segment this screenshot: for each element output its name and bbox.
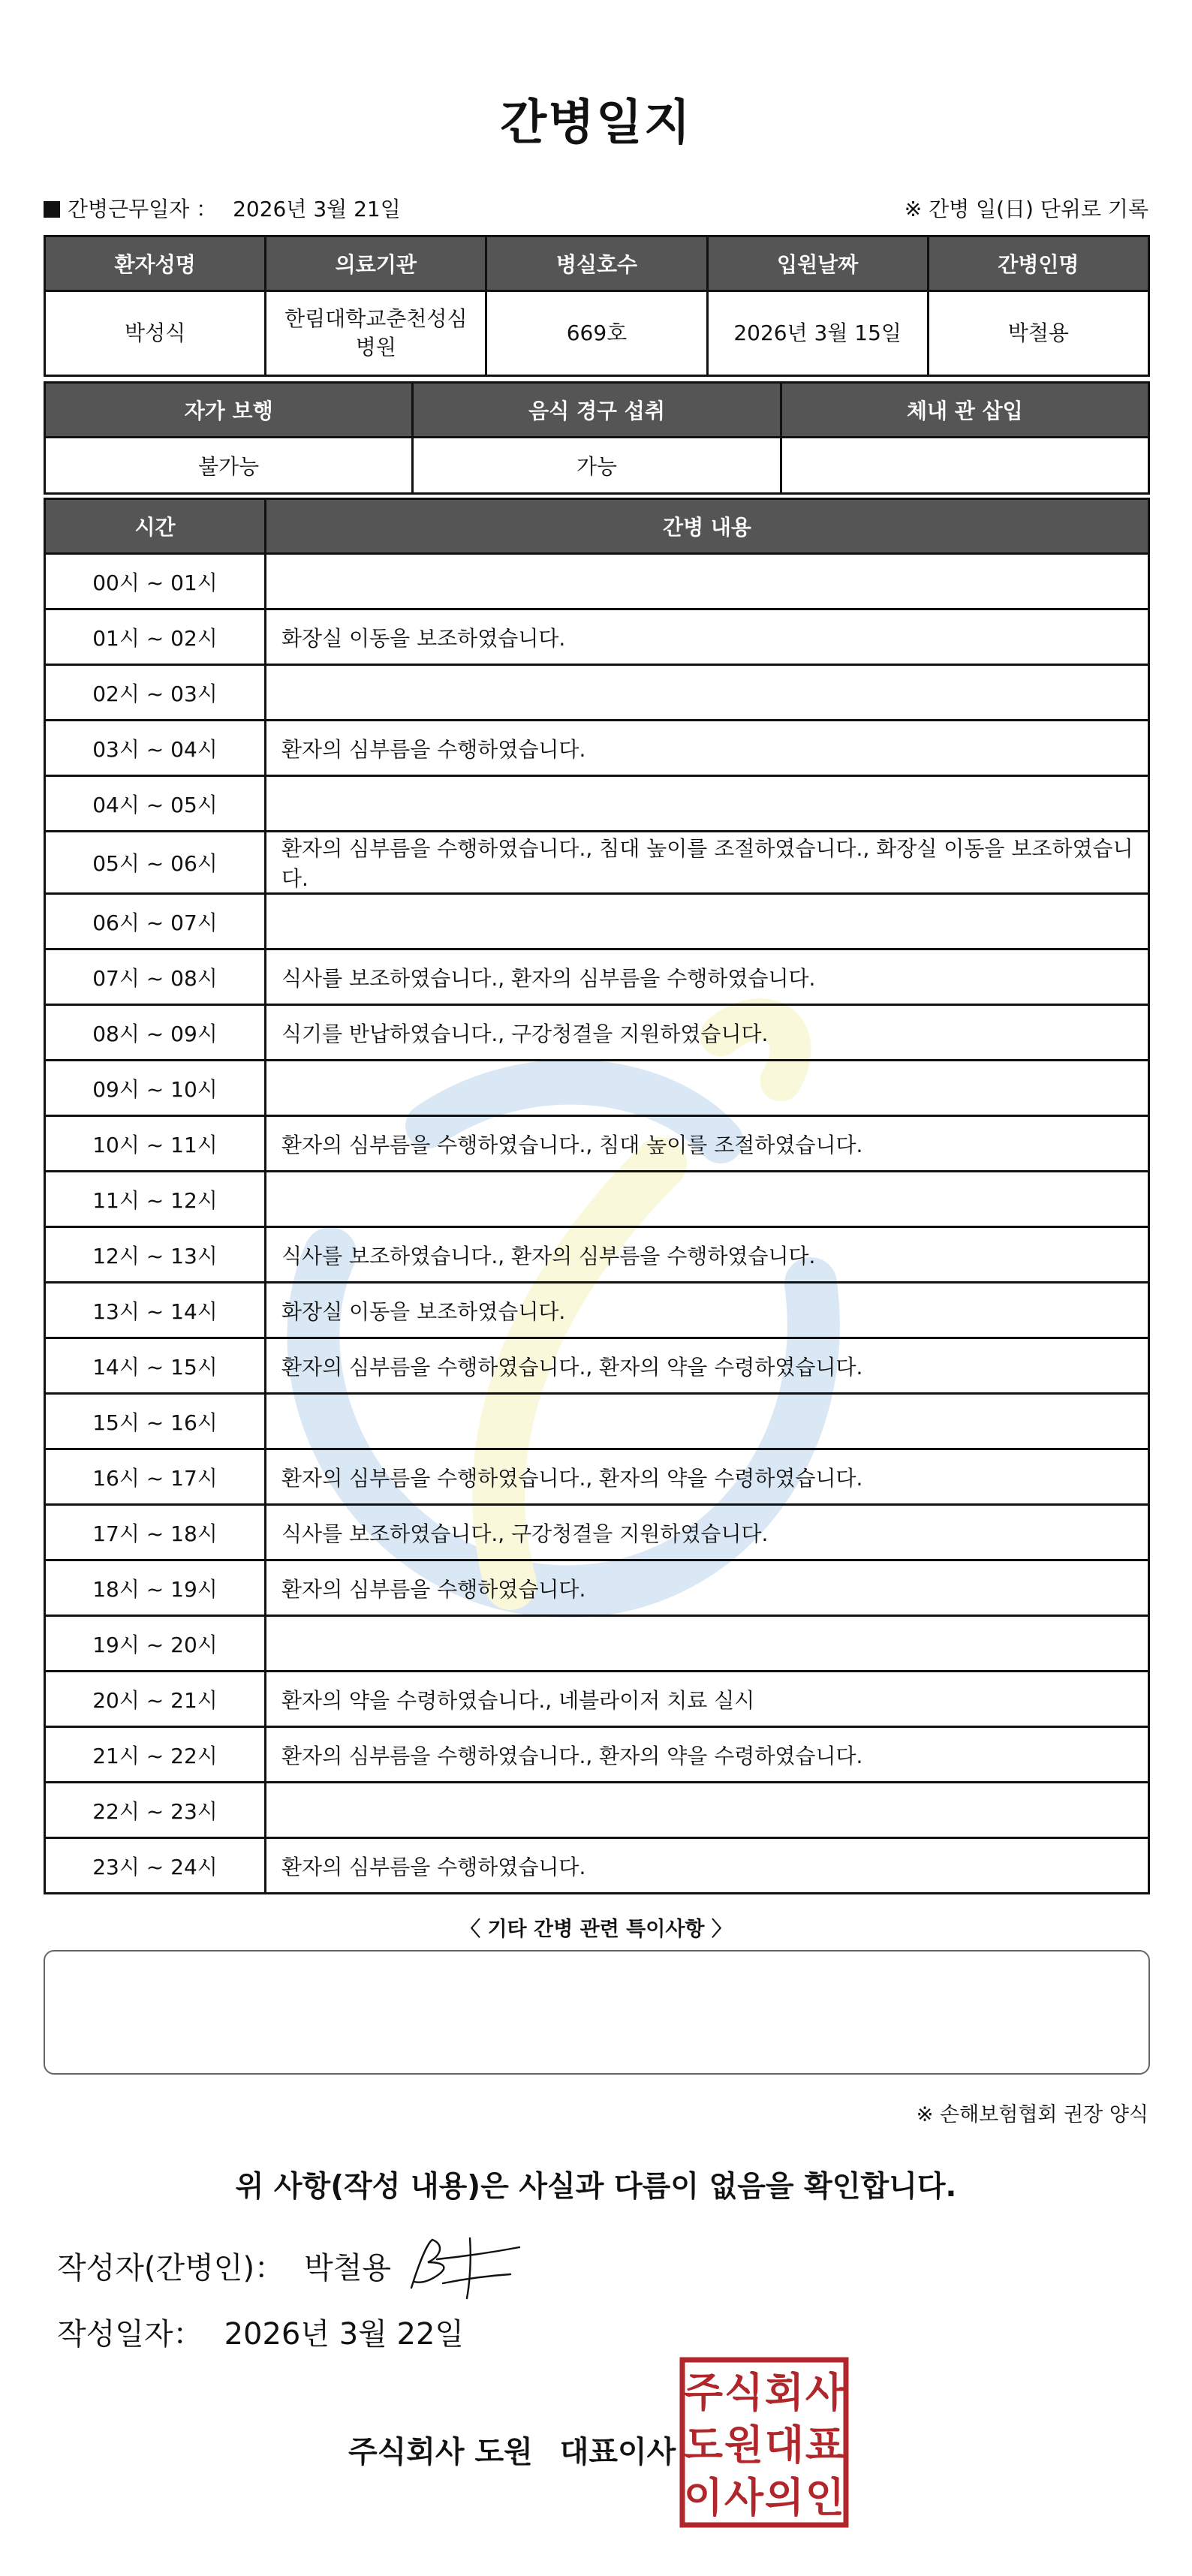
care-content	[266, 1783, 1149, 1838]
table-row	[45, 1672, 1149, 1727]
table-row	[45, 949, 1149, 1005]
patient-status-table	[44, 381, 1150, 495]
time-slot: 03시 ~ 04시	[45, 721, 266, 776]
care-content: 환자의 심부름을 수행하였습니다., 침대 높이를 조절하였습니다., 화장실 이동을 보조하였습니다.	[266, 832, 1149, 894]
header-admission-date: 입원날짜	[707, 236, 928, 291]
table-row	[45, 609, 1149, 665]
care-content	[266, 554, 1149, 609]
time-slot: 12시 ~ 13시	[45, 1227, 266, 1283]
time-slot: 18시 ~ 19시	[45, 1560, 266, 1616]
caregiver-name: 박철용	[928, 291, 1148, 376]
care-log-table	[44, 498, 1150, 1894]
header-time: 시간	[45, 499, 266, 554]
table-row	[45, 1727, 1149, 1783]
care-content	[266, 665, 1149, 721]
time-slot: 20시 ~ 21시	[45, 1672, 266, 1727]
table-row	[45, 1505, 1149, 1560]
notes-box	[44, 1950, 1150, 2075]
time-slot: 07시 ~ 08시	[45, 949, 266, 1005]
care-content: 화장실 이동을 보조하였습니다.	[266, 609, 1149, 665]
time-slot: 09시 ~ 10시	[45, 1061, 266, 1116]
header-self-walking: 자가 보행	[45, 383, 413, 438]
table-row	[45, 1005, 1149, 1061]
hospital-name: 한림대학교춘천성심병원	[266, 291, 486, 376]
time-slot: 11시 ~ 12시	[45, 1172, 266, 1227]
table-row	[45, 1061, 1149, 1116]
table-row	[45, 1838, 1149, 1894]
time-slot: 13시 ~ 14시	[45, 1283, 266, 1338]
writer-name: 박철용	[304, 2251, 391, 2286]
company-name: 주식회사 도원	[348, 2435, 533, 2469]
table-row	[45, 665, 1149, 721]
care-content: 식사를 보조하였습니다., 구강청결을 지원하였습니다.	[266, 1505, 1149, 1560]
care-content	[266, 894, 1149, 949]
table-row	[45, 1172, 1149, 1227]
admission-date: 2026년 3월 15일	[707, 291, 928, 376]
written-date-value: 2026년 3월 22일	[224, 2317, 465, 2352]
svg-text:대: 대	[764, 2421, 805, 2469]
svg-text:식: 식	[724, 2369, 764, 2416]
time-slot: 02시 ~ 03시	[45, 665, 266, 721]
svg-text:사: 사	[724, 2474, 764, 2521]
time-slot: 05시 ~ 06시	[45, 832, 266, 894]
work-date-label: 간병근무일자 ：	[68, 197, 218, 221]
care-content	[266, 1616, 1149, 1672]
header-care-content: 간병 내용	[266, 499, 1149, 554]
notes-title: 〈 기타 간병 관련 특이사항 〉	[460, 1918, 732, 1941]
page-title: 간병일지	[500, 95, 692, 151]
company-line	[348, 2428, 676, 2471]
care-content: 환자의 심부름을 수행하였습니다., 환자의 약을 수령하였습니다.	[266, 1449, 1149, 1505]
table-row	[45, 1338, 1149, 1394]
care-content	[266, 1394, 1149, 1449]
care-content	[266, 776, 1149, 832]
care-content	[266, 1172, 1149, 1227]
table-row	[45, 1449, 1149, 1505]
table-row	[45, 1783, 1149, 1838]
svg-text:표: 표	[805, 2421, 845, 2469]
care-content: 식사를 보조하였습니다., 환자의 심부름을 수행하였습니다.	[266, 949, 1149, 1005]
company-seal	[679, 2357, 849, 2528]
square-bullet-icon	[44, 201, 60, 218]
table-row	[45, 721, 1149, 776]
svg-text:인: 인	[805, 2474, 845, 2521]
table-row	[45, 1116, 1149, 1172]
time-slot: 08시 ~ 09시	[45, 1005, 266, 1061]
patient-name: 박성식	[45, 291, 266, 376]
svg-text:이: 이	[683, 2474, 724, 2521]
care-content: 환자의 심부름을 수행하였습니다.	[266, 1838, 1149, 1894]
table-row	[45, 1394, 1149, 1449]
care-content	[266, 1061, 1149, 1116]
care-content: 환자의 심부름을 수행하였습니다., 환자의 약을 수령하였습니다.	[266, 1338, 1149, 1394]
header-caregiver: 간병인명	[928, 236, 1148, 291]
care-content: 환자의 심부름을 수행하였습니다., 환자의 약을 수령하였습니다.	[266, 1727, 1149, 1783]
time-slot: 01시 ~ 02시	[45, 609, 266, 665]
time-slot: 19시 ~ 20시	[45, 1616, 266, 1672]
written-date-label: 작성일자：	[57, 2317, 203, 2352]
representative-title: 대표이사	[559, 2435, 676, 2469]
self-walking-value: 불가능	[45, 438, 413, 494]
time-slot: 04시 ~ 05시	[45, 776, 266, 832]
writer-label: 작성자(간병인)：	[57, 2251, 285, 2286]
patient-info-table	[44, 235, 1150, 377]
table-row	[45, 1227, 1149, 1283]
care-content: 환자의 심부름을 수행하였습니다.	[266, 721, 1149, 776]
care-content: 환자의 심부름을 수행하였습니다.	[266, 1560, 1149, 1616]
oral-intake-value: 가능	[413, 438, 781, 494]
unit-note: ※ 간병 일(日) 단위로 기록	[904, 197, 1148, 221]
care-content: 화장실 이동을 보조하였습니다.	[266, 1283, 1149, 1338]
writer-line	[57, 2244, 391, 2287]
time-slot: 00시 ~ 01시	[45, 554, 266, 609]
confirmation-statement: 위 사항(작성 내용)은 사실과 다름이 없음을 확인합니다.	[235, 2170, 957, 2204]
svg-text:사: 사	[805, 2369, 845, 2416]
time-slot: 14시 ~ 15시	[45, 1338, 266, 1394]
svg-text:주: 주	[683, 2369, 724, 2416]
time-slot: 22시 ~ 23시	[45, 1783, 266, 1838]
header-tube-insertion: 체내 관 삽입	[781, 383, 1148, 438]
table-row	[45, 776, 1149, 832]
table-row	[45, 1616, 1149, 1672]
table-row	[45, 894, 1149, 949]
time-slot: 10시 ~ 11시	[45, 1116, 266, 1172]
svg-text:회: 회	[764, 2369, 805, 2416]
table-row	[45, 1560, 1149, 1616]
time-slot: 16시 ~ 17시	[45, 1449, 266, 1505]
svg-text:의: 의	[764, 2474, 805, 2521]
table-row	[45, 1283, 1149, 1338]
care-content: 환자의 심부름을 수행하였습니다., 침대 높이를 조절하였습니다.	[266, 1116, 1149, 1172]
time-slot: 06시 ~ 07시	[45, 894, 266, 949]
svg-text:원: 원	[724, 2421, 764, 2469]
svg-text:도: 도	[683, 2421, 724, 2469]
signature	[398, 2229, 525, 2304]
work-date-value: 2026년 3월 21일	[233, 197, 401, 221]
header-oral-intake: 음식 경구 섭취	[413, 383, 781, 438]
written-date-line	[57, 2310, 464, 2353]
table-row	[45, 832, 1149, 894]
header-patient-name: 환자성명	[45, 236, 266, 291]
time-slot: 23시 ~ 24시	[45, 1838, 266, 1894]
room-number: 669호	[486, 291, 707, 376]
tube-insertion-value	[781, 438, 1148, 494]
time-slot: 17시 ~ 18시	[45, 1505, 266, 1560]
care-content: 식사를 보조하였습니다., 환자의 심부름을 수행하였습니다.	[266, 1227, 1149, 1283]
table-row	[45, 554, 1149, 609]
work-date-line	[44, 193, 401, 223]
header-hospital: 의료기관	[266, 236, 486, 291]
time-slot: 21시 ~ 22시	[45, 1727, 266, 1783]
form-note: ※ 손해보험협회 권장 양식	[916, 2103, 1148, 2126]
care-content: 환자의 약을 수령하였습니다., 네블라이저 치료 실시	[266, 1672, 1149, 1727]
header-room: 병실호수	[486, 236, 707, 291]
care-content: 식기를 반납하였습니다., 구강청결을 지원하였습니다.	[266, 1005, 1149, 1061]
time-slot: 15시 ~ 16시	[45, 1394, 266, 1449]
